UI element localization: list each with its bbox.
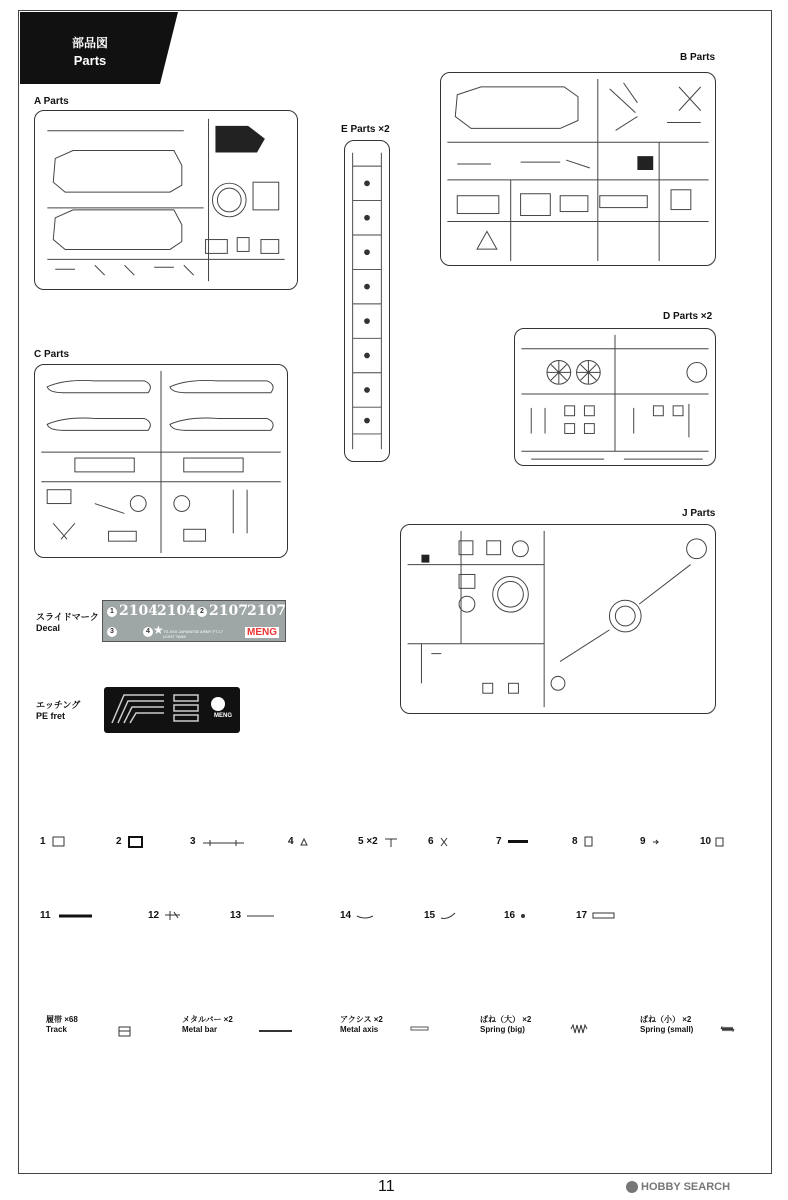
part-8-icon [584,836,594,848]
extra-metal-axis [340,1014,383,1034]
sprue-d [514,328,716,466]
part-10 [700,836,711,847]
part-number: 2 [116,836,122,847]
part-2-icon [128,836,144,848]
part-14-icon [356,912,374,920]
part-number: 13 [230,910,242,921]
part-number: 9 [640,836,646,847]
part-number: 14 [340,910,352,921]
decal-number-3: 3 [107,627,117,637]
pe-label-jp: エッチング [36,700,81,710]
part-5-icon [384,836,398,848]
part-9-icon [652,839,660,845]
spring-small-icon [720,1026,736,1032]
extra-metal-axis-jp: アクシス ×2 [340,1015,383,1024]
pe-label [36,700,80,722]
part-6 [428,836,434,847]
part-12-icon [164,910,182,922]
section-label-b: B Parts [680,52,716,63]
star-icon: ★ [153,623,164,637]
part-4 [288,836,294,847]
part-3-icon [202,838,246,848]
sprue-b-drawing [441,73,715,265]
section-label-e: E Parts ×2 [341,124,390,135]
pe-brand: MENG [214,713,232,719]
part-13 [230,910,241,921]
part-2 [116,836,122,847]
part-15-icon [440,911,456,921]
decal-label [36,612,99,634]
part-8 [572,836,578,847]
watermark [626,1181,730,1193]
part-6-icon [440,837,448,847]
part-13-icon [246,913,276,919]
part-14 [340,910,351,921]
part-number: 7 [496,836,502,847]
decal-number-1: 1 [107,607,117,617]
sprue-j [400,524,716,714]
decal-label-en: Decal [36,623,61,633]
section-label-j: J Parts [682,508,716,519]
page-number: 11 [378,1178,395,1195]
decal-fine-print: TS-XXX JAPANESE ARMY FT-17 LIGHT TANK [163,629,224,639]
decal-code-4: 2107 [247,603,286,619]
extra-spring-small [640,1014,693,1034]
extra-metal-bar [182,1014,233,1034]
section-label-c: C Parts [34,349,70,360]
decal-number-4: 4 [143,627,153,637]
part-11 [40,910,51,921]
header-badge [20,12,160,84]
extra-spring-small-jp: ばね（小） ×2 [640,1015,692,1024]
part-number: 4 [288,836,294,847]
sprue-j-drawing [401,525,715,713]
part-16-icon [520,913,526,919]
part-10-icon [715,836,725,848]
part-11-icon [58,912,94,920]
part-number: 10 [700,836,712,847]
hobby-search-logo-icon [626,1181,638,1193]
part-16 [504,910,515,921]
watermark-text: HOBBY SEARCH [641,1181,731,1193]
part-number: 6 [428,836,434,847]
sprue-a-drawing [35,111,297,289]
meng-logo-icon [211,697,225,711]
section-label-d: D Parts ×2 [663,311,713,322]
part-7-icon [508,839,528,845]
part-number: 5 ×2 [358,836,378,847]
decal-sheet [102,600,286,642]
extra-metal-axis-en: Metal axis [340,1025,379,1034]
pe-label-en: PE fret [36,711,66,721]
sprue-c [34,364,288,558]
extra-track-en: Track [46,1025,67,1034]
part-1 [40,836,46,847]
extra-track [46,1014,78,1034]
part-number: 8 [572,836,578,847]
decal-label-jp: スライドマーク [36,612,99,622]
part-number: 1 [40,836,46,847]
pe-fret [104,687,240,733]
part-number: 11 [40,910,51,921]
part-17 [576,910,587,921]
part-number: 15 [424,910,436,921]
sprue-c-drawing [35,365,287,557]
metal-axis-icon [410,1026,430,1032]
part-number: 12 [148,910,160,921]
part-4-icon [300,838,308,846]
part-15 [424,910,435,921]
header-title-en: Parts [73,53,107,68]
spring-big-icon [570,1024,588,1034]
extra-spring-big-jp: ばね（大） ×2 [480,1015,532,1024]
decal-code-2: 2104 [157,603,196,619]
decal-number-2: 2 [197,607,207,617]
part-1-icon [52,836,66,848]
part-17-icon [592,912,616,920]
decal-code-3: 2107 [209,603,248,619]
part-number: 17 [576,910,588,921]
sprue-b [440,72,716,266]
section-label-a: A Parts [34,96,69,107]
part-number: 16 [504,910,516,921]
part-3 [190,836,196,847]
extra-spring-big-en: Spring (big) [480,1025,525,1034]
sprue-e-drawing [345,141,389,461]
sprue-d-drawing [515,329,715,465]
header-title-jp: 部品図 [71,36,108,50]
decal-code-1: 2104 [119,603,158,619]
part-number: 3 [190,836,196,847]
track-icon [118,1026,132,1038]
extra-metal-bar-jp: メタルバー ×2 [182,1015,233,1024]
part-7 [496,836,502,847]
extra-spring-big [480,1014,531,1034]
extra-spring-small-en: Spring (small) [640,1025,694,1034]
extra-metal-bar-en: Metal bar [182,1025,218,1034]
part-9 [640,836,646,847]
extra-track-jp: 履帯 ×68 [46,1015,78,1024]
sprue-a [34,110,298,290]
metal-bar-icon [258,1028,294,1034]
part-5 [358,836,378,847]
sprue-e [344,140,390,462]
part-12 [148,910,159,921]
decal-brand: MENG [247,627,277,638]
